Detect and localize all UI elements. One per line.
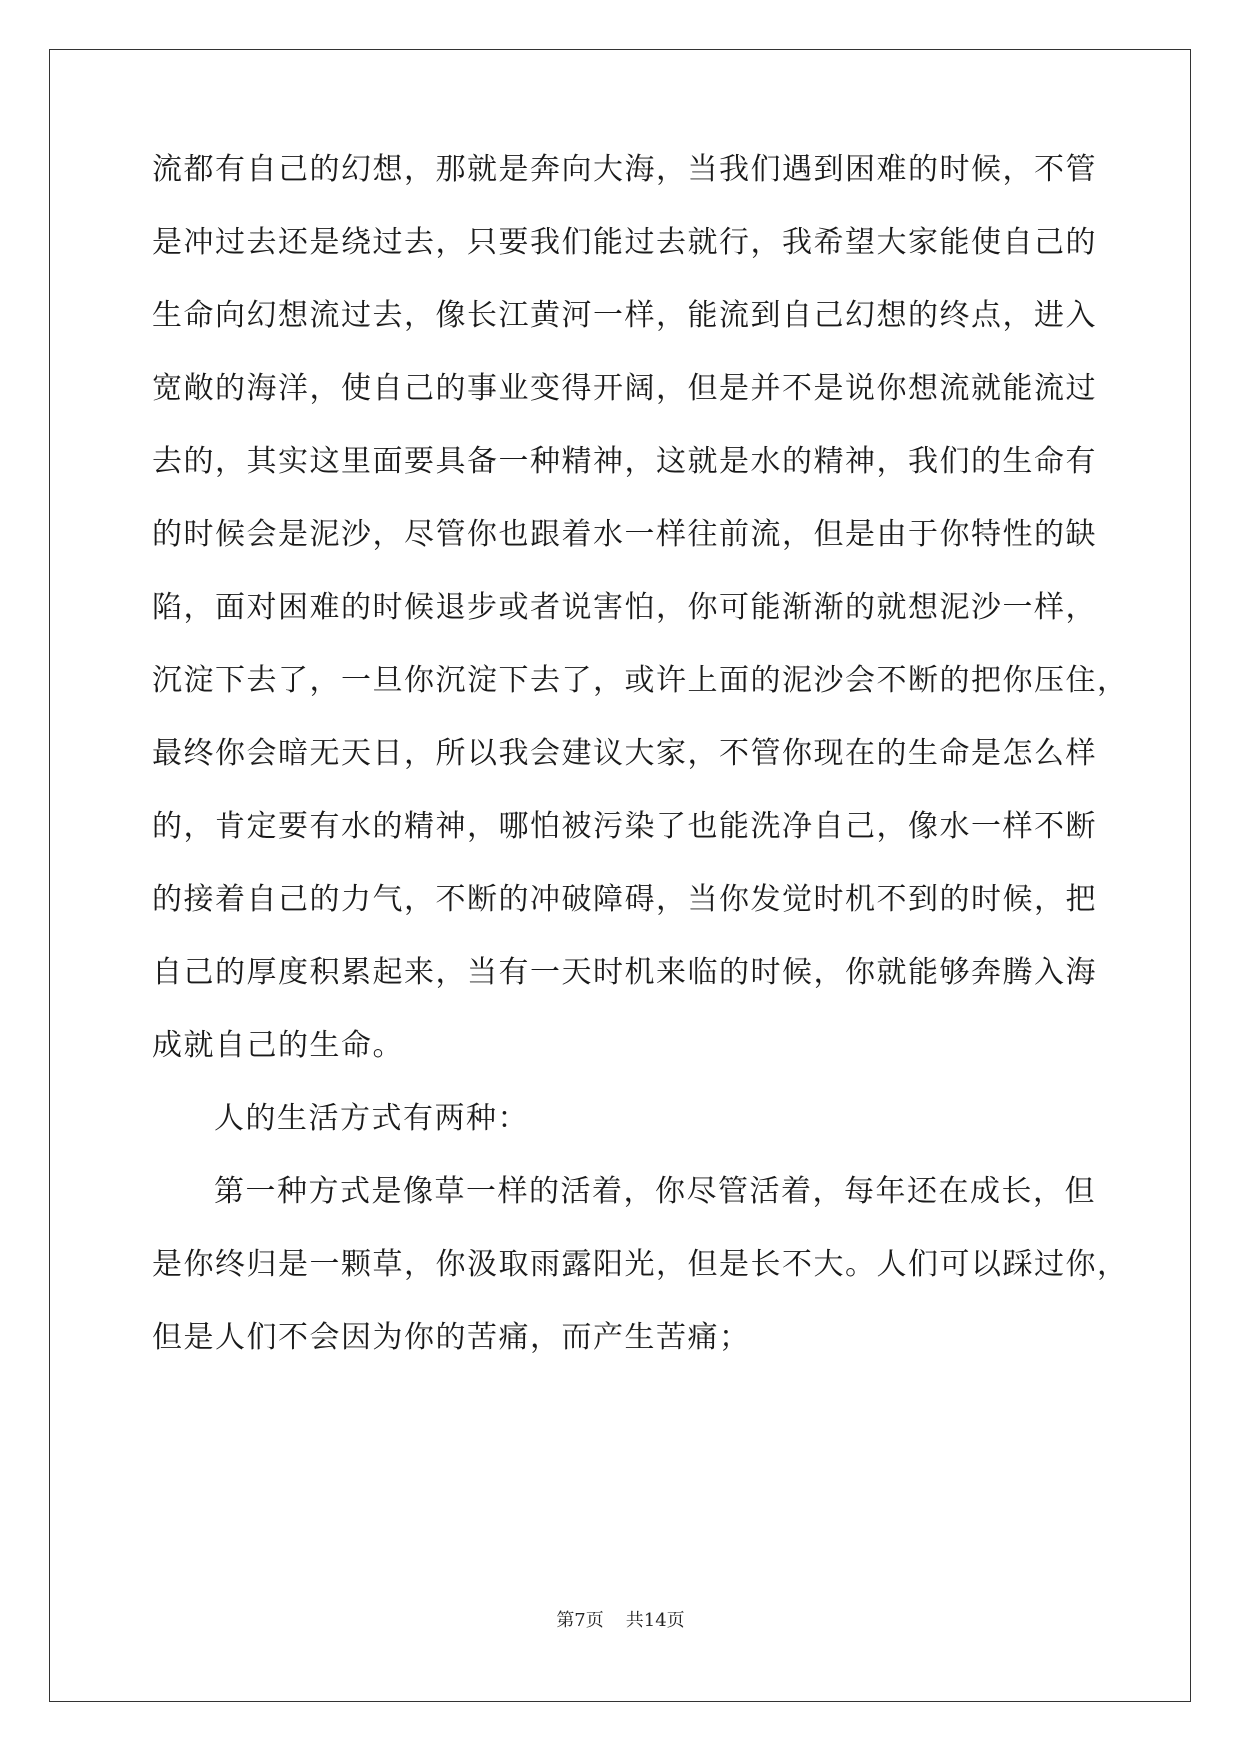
text-line: 是你终归是一颗草，你汲取雨露阳光，但是长不大。人们可以踩过你， [152,1247,1129,1282]
text-line: 的接着自己的力气，不断的冲破障碍，当你发觉时机不到的时候，把 [152,882,1097,917]
text-line: 沉淀下去了，一旦你沉淀下去了，或许上面的泥沙会不断的把你压住， [152,663,1129,698]
paragraph-first-line: 第一种方式是像草一样的活着，你尽管活着，每年还在成长，但 [214,1174,1096,1209]
text-line: 去的，其实这里面要具备一种精神，这就是水的精神，我们的生命有 [152,444,1097,479]
page-footer [0,1610,1241,1632]
text-line: 宽敞的海洋，使自己的事业变得开阔，但是并不是说你想流就能流过 [152,371,1097,406]
page-total: 共14页 [625,1610,685,1631]
text-line: 陷，面对困难的时候退步或者说害怕，你可能渐渐的就想泥沙一样， [152,590,1097,625]
text-line: 的，肯定要有水的精神，哪怕被污染了也能洗净自己，像水一样不断 [152,809,1097,844]
text-line: 最终你会暗无天日，所以我会建议大家，不管你现在的生命是怎么样 [152,736,1097,771]
page-number: 第7页 [556,1610,604,1631]
text-line: 生命向幻想流过去，像长江黄河一样，能流到自己幻想的终点，进入 [152,298,1097,333]
text-line: 是冲过去还是绕过去，只要我们能过去就行，我希望大家能使自己的 [152,225,1097,260]
paragraph-heading-line: 人的生活方式有两种： [214,1101,529,1136]
text-line: 的时候会是泥沙，尽管你也跟着水一样往前流，但是由于你特性的缺 [152,517,1097,552]
text-line: 但是人们不会因为你的苦痛，而产生苦痛； [152,1320,751,1355]
page-border [49,49,1191,1702]
text-line: 自己的厚度积累起来，当有一天时机来临的时候，你就能够奔腾入海 [152,955,1097,990]
text-line: 流都有自己的幻想，那就是奔向大海，当我们遇到困难的时候，不管 [152,152,1097,187]
text-line: 成就自己的生命。 [152,1028,404,1063]
